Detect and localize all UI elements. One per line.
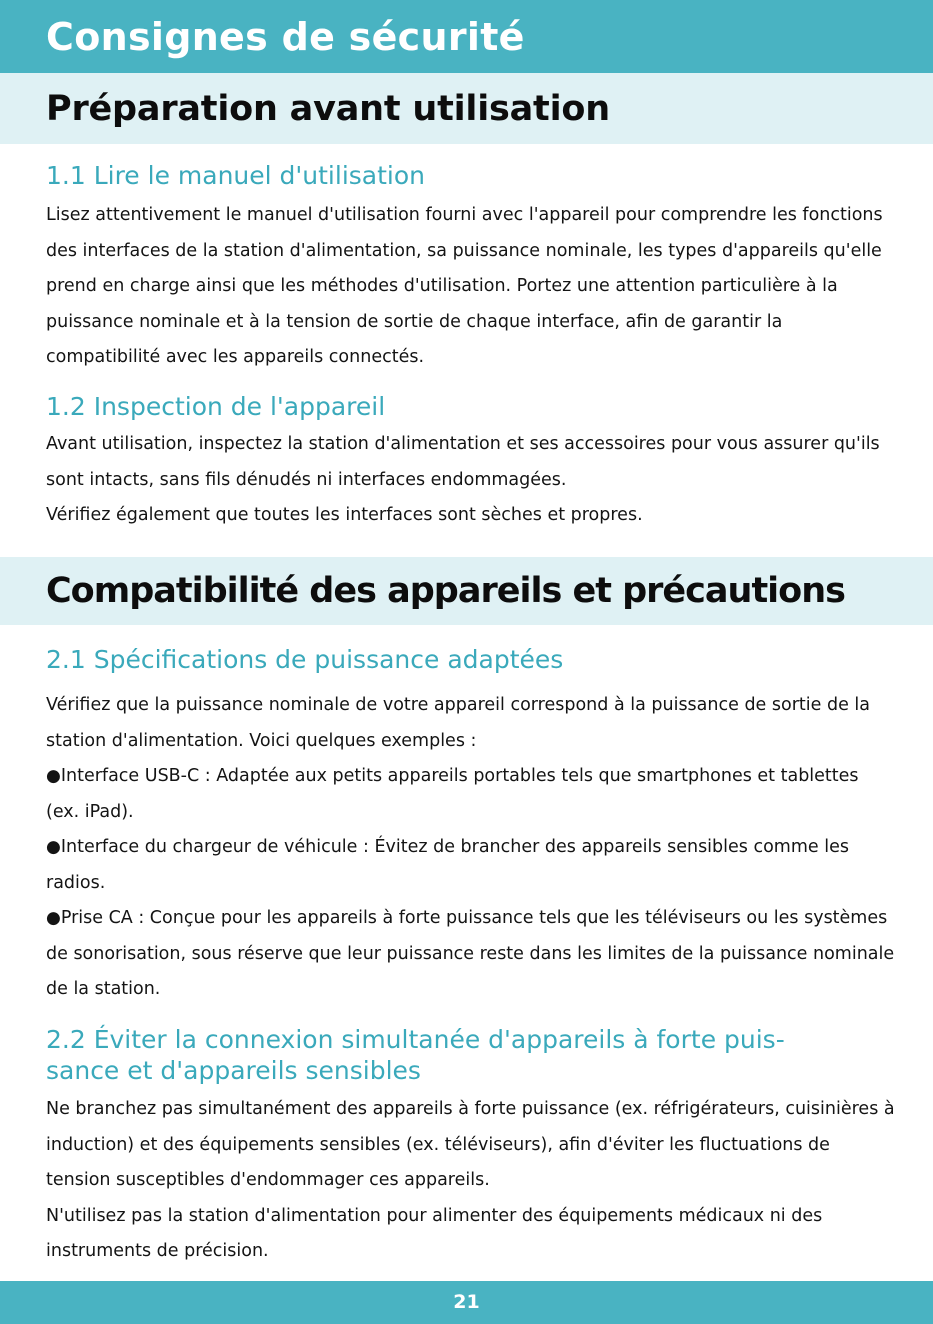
- list-item: [46, 901, 896, 1008]
- subsection-1-2-text: [46, 427, 896, 534]
- title-line: sance et d'appareils sensibles: [46, 1056, 421, 1085]
- list-item-text: Interface USB-C : Adaptée aux petits appareils portables tels que smartphones et tablettes (ex. iPad).: [46, 766, 859, 822]
- title-line: 2.2 Éviter la connexion simultanée d'appareils à forte puis-: [46, 1025, 785, 1054]
- subsection-2-2-title: [46, 1024, 785, 1086]
- list-item: [46, 759, 896, 830]
- footer-bar: [0, 1281, 933, 1324]
- page-title: Consignes de sécurité: [46, 15, 525, 59]
- paragraph: Avant utilisation, inspectez la station d'alimentation et ses accessoires pour vous assurer qu'ils sont intacts, sans fils dénudés ni interfaces endommagées.: [46, 434, 880, 490]
- paragraph: N'utilisez pas la station d'alimentation pour alimenter des équipements médicaux ni des instruments de précision.: [46, 1205, 823, 1261]
- section-1-title: Préparation avant utilisation: [46, 89, 610, 129]
- bullet-icon: ●: [46, 766, 61, 786]
- section-2-title: Compatibilité des appareils et précautions: [46, 571, 845, 611]
- subsection-2-1-title: 2.1 Spécifications de puissance adaptées: [46, 645, 564, 674]
- list-item-text: Prise CA : Conçue pour les appareils à forte puissance tels que les téléviseurs ou les systèmes de sonorisation, sous réserve que leur puissance reste dans les limites de la puissance nominale de la station.: [46, 908, 895, 999]
- bullet-icon: ●: [46, 908, 61, 928]
- subsection-2-2-text: [46, 1092, 896, 1270]
- subsection-1-1-title: 1.1 Lire le manuel d'utilisation: [46, 161, 426, 190]
- subsection-2-1-text: [46, 688, 896, 1008]
- section-1-header: [0, 73, 933, 144]
- page-number: 21: [453, 1291, 480, 1313]
- list-item-text: Interface du chargeur de véhicule : Évitez de brancher des appareils sensibles comme les radios.: [46, 837, 849, 893]
- paragraph: Vérifiez également que toutes les interfaces sont sèches et propres.: [46, 505, 643, 525]
- subsection-1-2-title: 1.2 Inspection de l'appareil: [46, 392, 386, 421]
- bullet-icon: ●: [46, 837, 61, 857]
- subsection-1-1-text: [46, 198, 896, 376]
- list-item: [46, 830, 896, 901]
- paragraph: Ne branchez pas simultanément des appareils à forte puissance (ex. réfrigérateurs, cuisinières à induction) et des équipements sensibles (ex. téléviseurs), afin d'éviter les fluctuations de tension susceptibles d'endommager ces appareils.: [46, 1099, 895, 1190]
- section-2-header: [0, 557, 933, 625]
- header-banner: [0, 0, 933, 73]
- paragraph: Lisez attentivement le manuel d'utilisation fourni avec l'appareil pour comprendre les fonctions des interfaces de la station d'alimentation, sa puissance nominale, les types d'appareils qu'elle prend en charge ainsi que les méthodes d'utilisation. Portez une attention particulière à la puissance nominale et à la tension de sortie de chaque interface, afin de garantir la compatibilité avec les appareils connectés.: [46, 205, 883, 367]
- paragraph: Vérifiez que la puissance nominale de votre appareil correspond à la puissance de sortie de la station d'alimentation. Voici quelques exemples :: [46, 695, 870, 751]
